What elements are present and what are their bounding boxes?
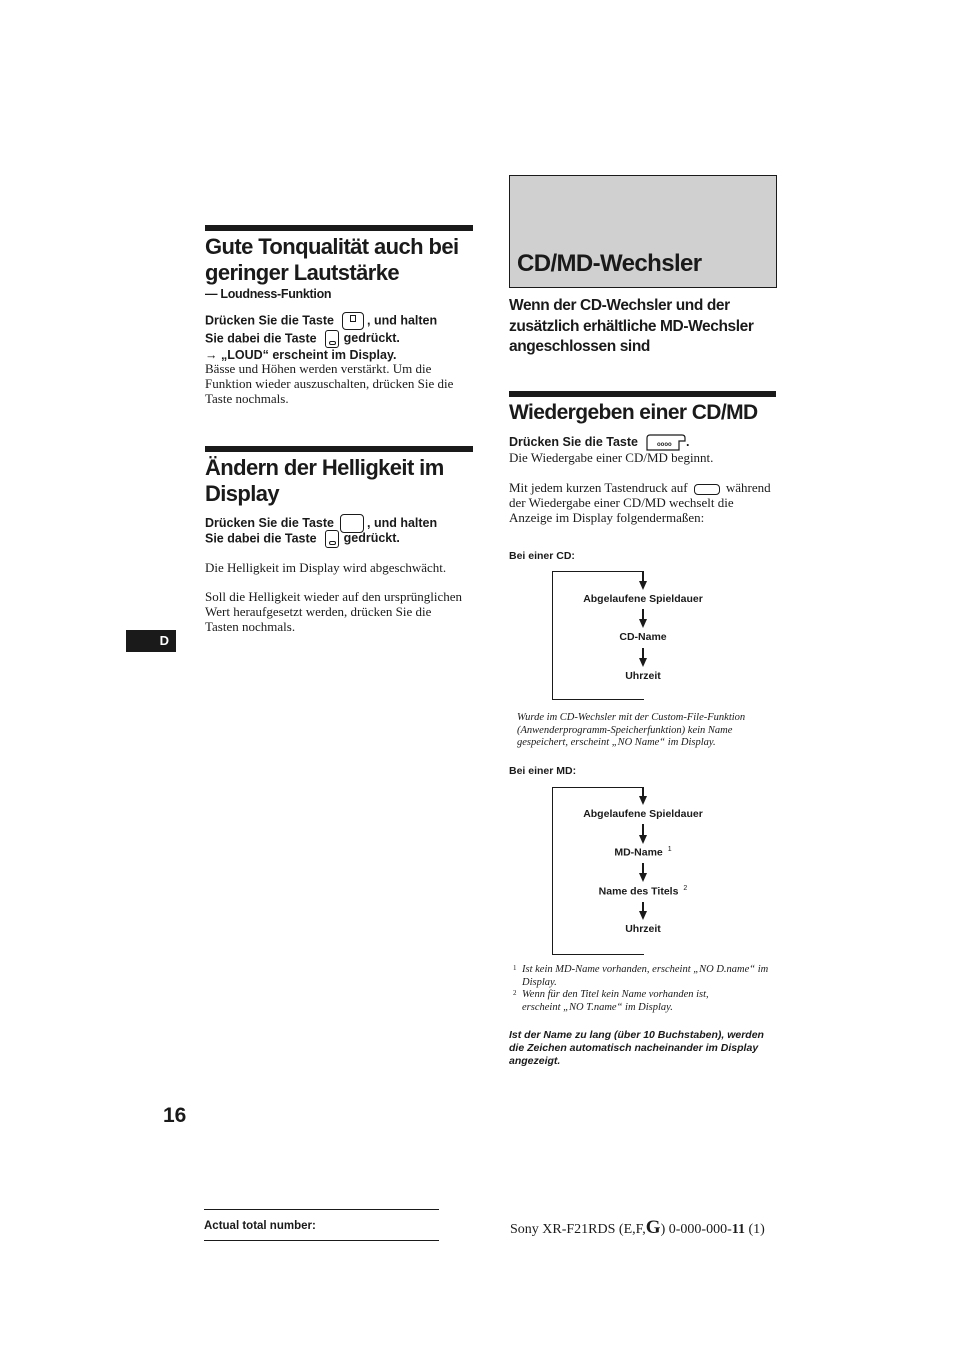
cd-note: Wurde im CD-Wechsler mit der Custom-File-Funktion (Anwenderprogramm-Speicherfunktion) kein Name gespeichert, erscheint „NO Name“ im Display.: [517, 712, 746, 748]
paragraph-text: während der Wiedergabe einer CD/MD wechselt die Anzeige im Display folgendermaßen:: [509, 480, 771, 525]
md-label: Bei einer MD:: [509, 765, 577, 777]
cd-label: Bei einer CD:: [509, 550, 575, 562]
instruction-text: Drücken Sie die Taste: [205, 515, 334, 530]
playback-heading: Wiedergeben einer CD/MD: [509, 401, 758, 424]
loudness-heading: Gute Tonqualität auch bei geringer Lautstärke: [205, 234, 459, 285]
footer-total-label: Actual total number:: [204, 1220, 316, 1232]
paragraph-text: Mit jedem kurzen Tastendruck auf: [509, 480, 688, 495]
instruction-text: Sie dabei die Taste: [205, 531, 317, 546]
instruction-text: Sie dabei die Taste: [205, 331, 317, 346]
footnote-marker: 2: [683, 885, 688, 892]
brightness-body-2: Soll die Helligkeit wieder auf den ursprünglichen Wert heraufgesetzt werden, drücken Sie die Tasten nochmals.: [205, 589, 463, 634]
display-cycle-text: [509, 480, 779, 525]
md-flow-label: MD-Name: [614, 846, 663, 859]
footnote-2: [513, 989, 778, 1014]
instruction-text: gedrückt.: [343, 331, 400, 346]
footnote-marker: 2: [513, 989, 517, 997]
model-text: Sony XR-F21RDS (E,F,: [510, 1222, 646, 1237]
instruction-text: .: [686, 435, 690, 449]
svg-text:oooo: oooo: [657, 441, 672, 448]
loudness-result: → „LOUD“ erscheint im Display.: [205, 348, 397, 362]
section-rule: [205, 225, 473, 231]
instruction-text: Drücken Sie die Taste: [205, 313, 334, 328]
playback-result: Die Wiedergabe einer CD/MD beginnt.: [509, 450, 714, 465]
brightness-instruction: [205, 514, 480, 546]
footnote-marker: 1: [513, 964, 517, 972]
md-flow-step: [553, 846, 733, 859]
section-rule: [205, 446, 473, 452]
model-text: (1): [744, 1222, 765, 1237]
source-key-icon-small: [694, 484, 720, 495]
model-text: ) 0-000-000-: [660, 1222, 732, 1237]
footer-rule-top: [204, 1209, 439, 1210]
md-flow-step: Abgelaufene Spieldauer: [583, 808, 703, 820]
language-tab-label: D: [159, 633, 169, 648]
section-rule: [509, 391, 776, 397]
loudness-subtitle: — Loudness-Funktion: [205, 287, 332, 301]
footer-rule-bottom: [204, 1240, 439, 1241]
chapter-intro: Wenn der CD-Wechsler und der zusätzlich erhältliche MD-Wechsler angeschlossen sind: [509, 297, 754, 355]
language-tab: [126, 630, 176, 652]
md-flow-step: [553, 885, 733, 898]
md-flow-step: Uhrzeit: [625, 923, 661, 935]
brightness-heading: Ändern der Helligkeit im Display: [205, 455, 444, 506]
display-key-icon: [340, 514, 364, 533]
instruction-text: , und halten: [367, 313, 438, 328]
dsp-key-icon: [325, 530, 339, 548]
footnote-marker: 1: [667, 846, 672, 853]
loudness-instruction: [205, 312, 480, 363]
source-key-icon: [646, 435, 686, 451]
closing-note: Ist der Name zu lang (über 10 Buchstaben), werden die Zeichen automatisch nacheinander im Display angezeigt.: [509, 1029, 764, 1067]
instruction-text: Drücken Sie die Taste: [509, 435, 638, 449]
footnote-text: Wenn für den Titel kein Name vorhanden ist, erscheint „NO T.name“ im Display.: [522, 989, 709, 1013]
chapter-title: CD/MD-Wechsler: [517, 250, 702, 277]
chapter-box: [509, 175, 777, 288]
cd-flow-step: Uhrzeit: [625, 670, 661, 682]
loudness-key-icon: [342, 312, 364, 330]
instruction-text: , und halten: [367, 515, 438, 530]
model-letter: G: [645, 1217, 661, 1238]
footnote-1: [513, 964, 778, 989]
cd-flow-step: Abgelaufene Spieldauer: [583, 593, 703, 605]
md-flow-label: Name des Titels: [598, 885, 679, 898]
footnote-text: Ist kein MD-Name vorhanden, erscheint „NO D.name“ im Display.: [522, 964, 769, 988]
model-number: 11: [731, 1222, 745, 1237]
instruction-text: gedrückt.: [343, 531, 400, 546]
brightness-body-1: Die Helligkeit im Display wird abgeschwächt.: [205, 560, 447, 575]
dsp-key-icon: [325, 330, 339, 348]
cd-flow-step: CD-Name: [619, 631, 667, 643]
loudness-body: Bässe und Höhen werden verstärkt. Um die Funktion wieder auszuschalten, drücken Sie die Taste nochmals.: [205, 361, 454, 406]
footer-model-info: [510, 1217, 765, 1239]
page-number: 16: [163, 1104, 187, 1127]
